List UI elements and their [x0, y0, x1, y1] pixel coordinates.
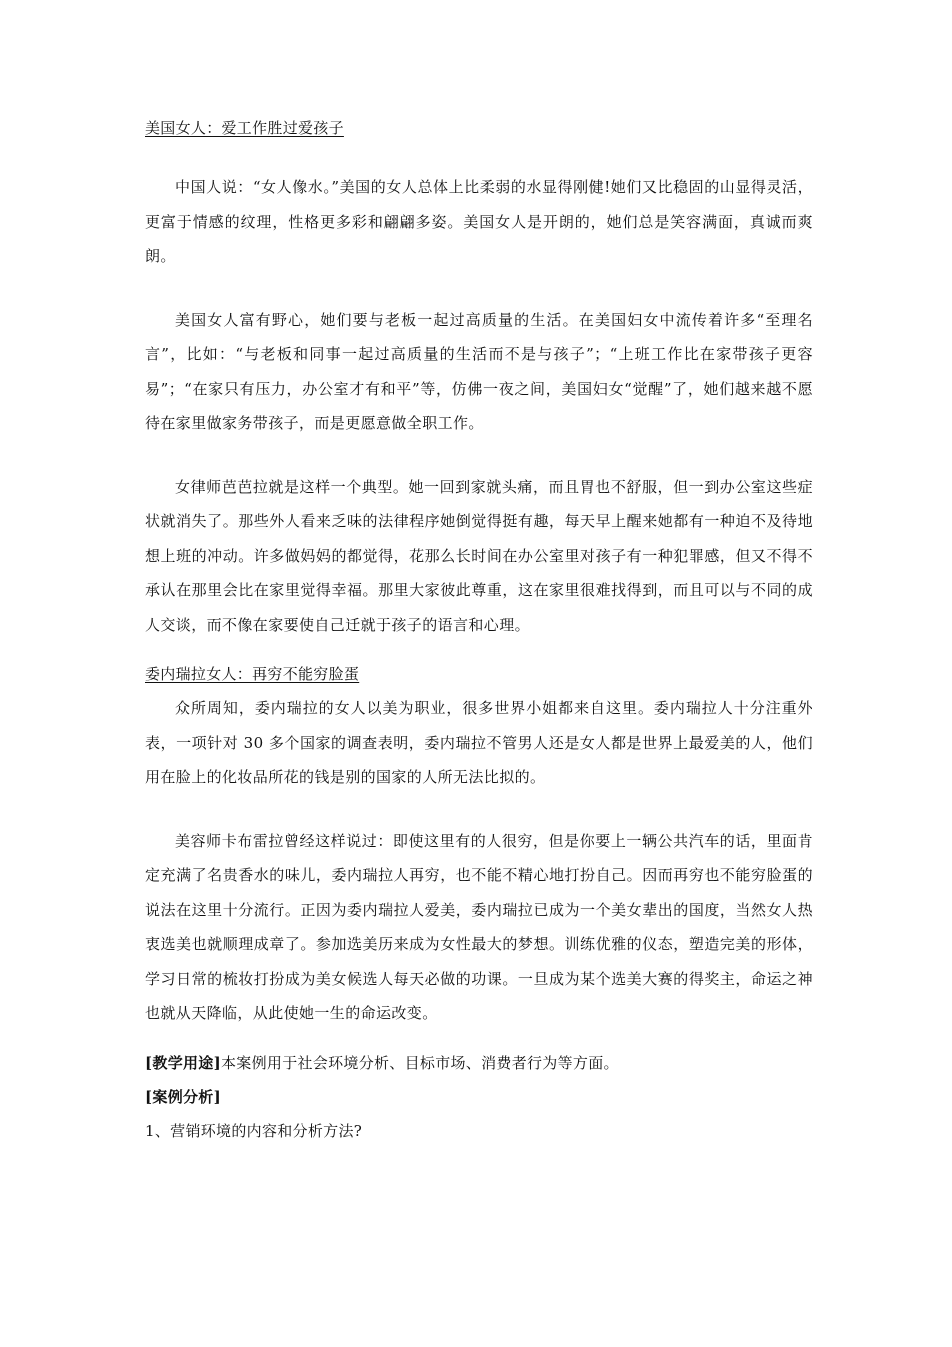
case-analysis-label: [案例分析] — [145, 1087, 221, 1106]
section-heading-us-women: 美国女人：爱工作胜过爱孩子 — [145, 119, 344, 137]
document-page — [145, 118, 813, 1148]
paragraph-ve-2: 美容师卡布雷拉曾经这样说过：即使这里有的人很穷，但是你要上一辆公共汽车的话，里面肯定充满了名贵香水的味儿，委内瑞拉人再穷，也不能不精心地打扮自己。因而再穷也不能穷脸蛋的说法在这里十分流行。正因为委内瑞拉人爱美，委内瑞拉已成为一个美女辈出的国度，当然女人热衷选美也就顺理成章了。参加选美历来成为女性最大的梦想。训练优雅的仪态，塑造完美的形体，学习日常的梳妆打扮成为美女候选人每天必做的功课。一旦成为某个选美大赛的得奖主，命运之神也就从天降临，从此使她一生的命运改变。 — [145, 831, 813, 1022]
heading-row-1 — [145, 118, 813, 138]
analysis-question-1: 1、营销环境的内容和分析方法? — [145, 1121, 363, 1140]
teaching-purpose-label: [教学用途] — [145, 1053, 221, 1072]
section-heading-venezuela-women: 委内瑞拉女人：再穷不能穷脸蛋 — [145, 665, 360, 683]
paragraph-us-3: 女律师芭芭拉就是这样一个典型。她一回到家就头痛，而且胃也不舒服，但一到办公室这些症状就消失了。那些外人看来乏味的法律程序她倒觉得挺有趣，每天早上醒来她都有一种迫不及待地想上班的冲动。许多做妈妈的都觉得，花那么长时间在办公室里对孩子有一种犯罪感，但又不得不承认在那里会比在家里觉得幸福。那里大家彼此尊重，这在家里很难找得到，而且可以与不同的成人交谈，而不像在家要使自己迁就于孩子的语言和心理。 — [145, 477, 813, 634]
paragraph-ve-1: 众所周知，委内瑞拉的女人以美为职业，很多世界小姐都来自这里。委内瑞拉人十分注重外表，一项针对 30 多个国家的调查表明，委内瑞拉不管男人还是女人都是世界上最爱美的人，他们用在脸上的化妆品所花的钱是别的国家的人所无法比拟的。 — [145, 699, 813, 786]
paragraph-us-1: 中国人说：“女人像水。”美国的女人总体上比柔弱的水显得刚健!她们又比稳固的山显得灵活，更富于情感的纹理，性格更多彩和翩翩多姿。美国女人是开朗的，她们总是笑容满面，真诚而爽朗。 — [145, 178, 813, 265]
paragraph-us-2: 美国女人富有野心，她们要与老板一起过高质量的生活。在美国妇女中流传着许多“至理名言”，比如：“与老板和同事一起过高质量的生活而不是与孩子”；“上班工作比在家带孩子更容易”；“在家只有压力，办公室才有和平”等，仿佛一夜之间，美国妇女“觉醒”了，她们越来越不愿待在家里做家务带孩子，而是更愿意做全职工作。 — [145, 310, 813, 432]
teaching-purpose-line — [145, 1046, 813, 1080]
heading-row-2 — [145, 664, 813, 684]
teaching-purpose-text: 本案例用于社会环境分析、目标市场、消费者行为等方面。 — [221, 1053, 619, 1072]
